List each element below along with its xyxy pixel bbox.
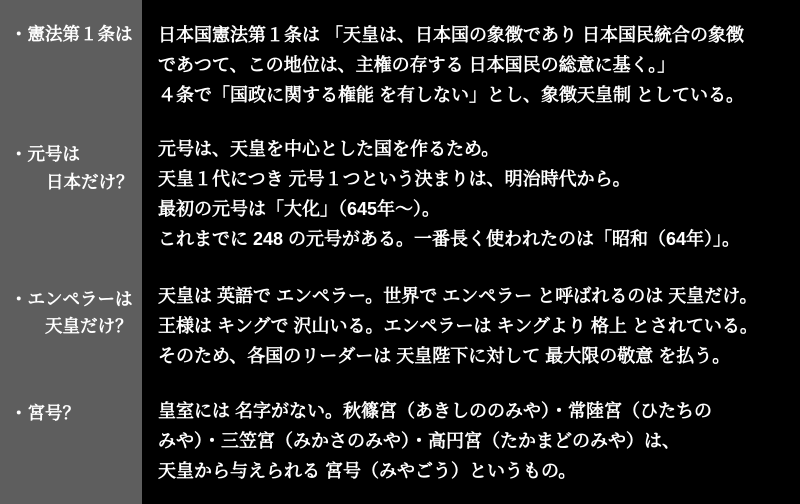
body-line: これまでに 248 の元号がある。一番長く使われたのは「昭和（64年）」。 xyxy=(158,229,741,249)
body-line: ４条で「国政に関する権能 を有しない」とし、象徴天皇制 としている。 xyxy=(158,85,744,105)
body-line: 王様は キングで 沢山いる。エンペラーは キングより 格上 とされている。 xyxy=(158,316,758,336)
body-line: 天皇から与えられる 宮号（みやごう）というもの。 xyxy=(158,461,577,481)
body-line: 皇室には 名字がない。秋篠宮（あきしののみや）・常陸宮（ひたちの xyxy=(158,401,712,421)
body-line: 元号は、天皇を中心とした国を作るため。 xyxy=(158,139,500,159)
topic-label-gengo-line2: 日本だけ？ xyxy=(46,172,134,192)
topic-label-gengo: ・元号は xyxy=(10,144,80,164)
body-line: そのため、各国のリーダーは 天皇陛下に対して 最大限の敬意 を払う。 xyxy=(158,346,731,366)
topic-sidebar xyxy=(0,0,142,504)
body-line: 天皇１代につき 元号１つという決まりは、明治時代から。 xyxy=(158,169,631,189)
body-line: 天皇は 英語で エンペラー。世界で エンペラー と呼ばれるのは 天皇だけ。 xyxy=(158,286,758,306)
body-line: 日本国憲法第１条は 「天皇は、日本国の象徴であり 日本国民統合の象徴 xyxy=(158,25,744,45)
body-line: 最初の元号は「大化」（645年～）。 xyxy=(158,199,441,219)
topic-label-kenpo: ・憲法第１条は xyxy=(10,24,133,44)
topic-label-emperor-line2: 天皇だけ？ xyxy=(45,316,133,336)
body-line: みや）・三笠宮（みかさのみや）・高円宮（たかまどのみや）は、 xyxy=(158,431,680,451)
body-line: であつて、この地位は、主権の存する 日本国民の総意に基く。」 xyxy=(158,55,676,75)
topic-label-miyago: ・宮号？ xyxy=(10,403,80,423)
topic-label-emperor: ・エンペラーは xyxy=(10,289,133,309)
